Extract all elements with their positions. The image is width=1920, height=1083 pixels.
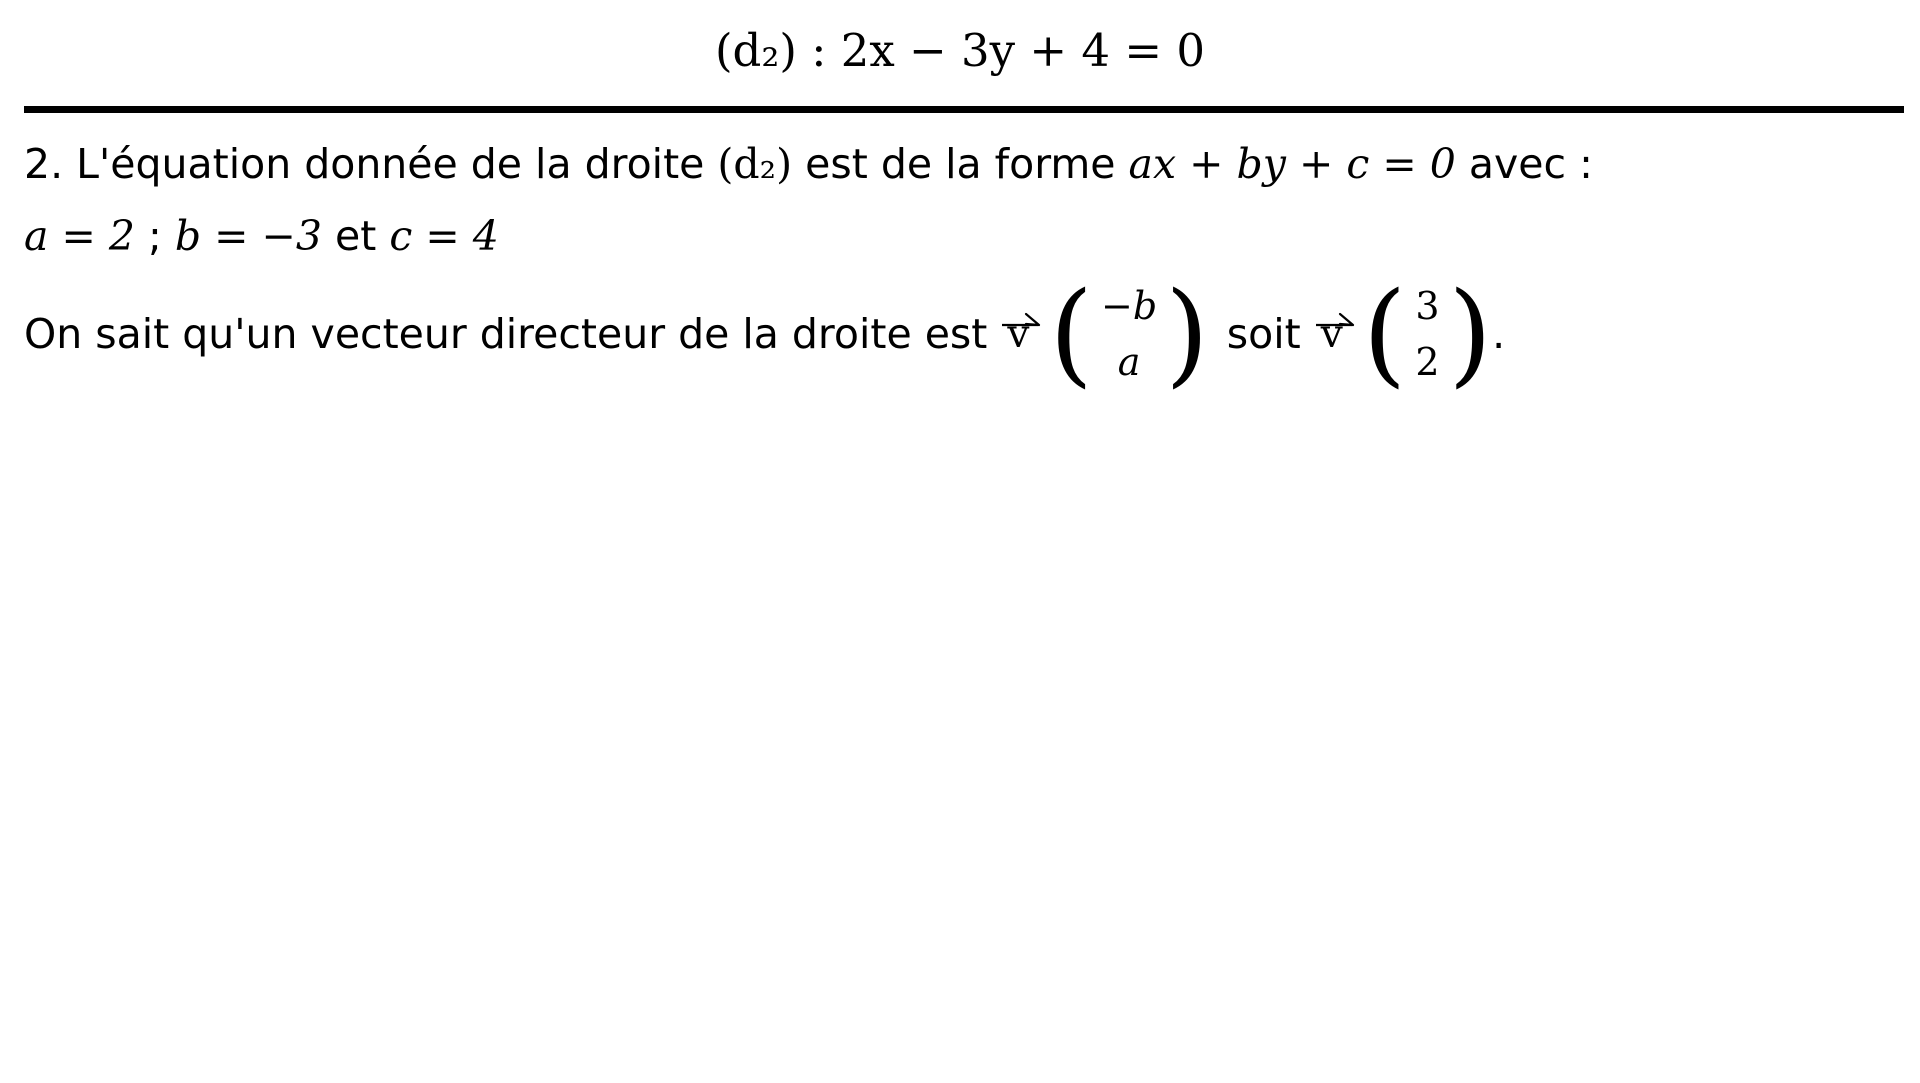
right-parenthesis-large-second: ): [1448, 269, 1493, 399]
coefficient-a-math: a = 2: [24, 212, 135, 260]
general-form-math: ax + by + c = 0: [1128, 140, 1456, 188]
direction-vector-text: On sait qu'un vecteur directeur de la droite est: [24, 310, 988, 358]
vector-v-symbol: [999, 308, 1041, 360]
header-equation: (d₂) : 2x − 3y + 4 = 0: [715, 24, 1205, 77]
item-number: 2.: [24, 140, 64, 188]
equation-form-text: L'équation donnée de la droite: [76, 140, 705, 188]
vector-component-2: 2: [1415, 340, 1440, 384]
avec-text: avec :: [1468, 140, 1593, 188]
numeric-direction-vector: [1406, 276, 1448, 392]
coefficient-separator: ;: [148, 212, 162, 260]
vector-v-symbol-second: [1313, 308, 1355, 360]
end-period: .: [1492, 310, 1506, 358]
vector-component-minus-b: −b: [1100, 284, 1158, 328]
horizontal-divider: [24, 106, 1904, 113]
vector-component-a: a: [1117, 340, 1141, 384]
direction-vector-line: [24, 269, 1506, 399]
coefficient-b-math: b = −3: [174, 212, 322, 260]
soit-text: soit: [1226, 310, 1301, 358]
left-parenthesis-large: (: [1049, 269, 1094, 399]
vector-component-3: 3: [1415, 284, 1440, 328]
vector-v-letter: v: [1007, 312, 1030, 357]
form-description-text: est de la forme: [805, 140, 1116, 188]
equation-form-line: [24, 138, 1593, 190]
coefficient-et-text: et: [335, 212, 377, 260]
coefficient-c-math: c = 4: [389, 212, 499, 260]
vector-v-letter-second: v: [1320, 312, 1343, 357]
coefficient-line: [24, 210, 499, 262]
line-name-math: (d₂): [717, 140, 793, 188]
general-direction-vector: [1093, 276, 1165, 392]
right-parenthesis-large: ): [1165, 269, 1209, 399]
left-parenthesis-large-second: (: [1362, 269, 1407, 399]
